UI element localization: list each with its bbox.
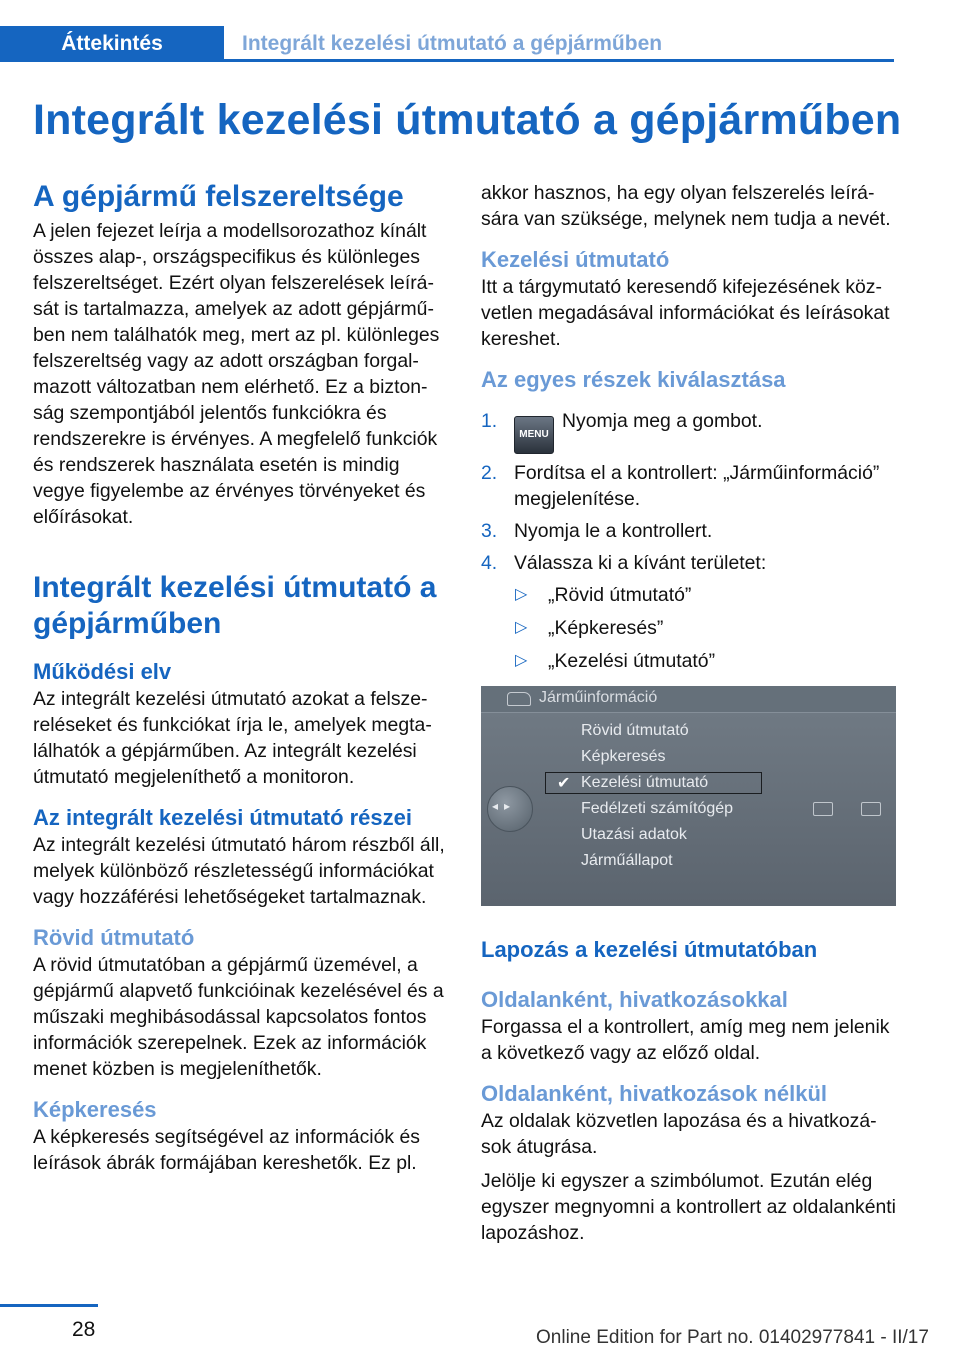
subitem-rovid <box>481 582 896 608</box>
para-kezelesi-utmutato: Itt a tárgymutató keresendő kifejezésének közvetlen megadásával információkat és leírásokat kereshet. <box>481 276 890 350</box>
para-nelkul-1: Az oldalak közvetlen lapozása és a hivatkozások átugrása. <box>481 1110 877 1158</box>
header-rule <box>224 59 894 62</box>
step-text: Fordítsa el a kontrollert: „Járműinformáció” megjelenítése. <box>514 462 880 510</box>
heading-felszereltseg: A gépjármű felszereltsége <box>33 180 404 213</box>
para-reszei: Az integrált kezelési útmutató három részből áll, melyek különböző részletességű információkat vagy hozzáférési lehetőségeket tartalmaznak. <box>33 834 445 908</box>
step-1 <box>481 408 896 454</box>
breadcrumb[interactable]: Integrált kezelési útmutató a gépjárműben <box>242 32 663 55</box>
para-rovid-utmutato: A rövid útmutatóban a gépjármű üzemével, a gépjármű alapvető funkcióinak kezelésével és a műszaki meghibásodással kapcsolatos fontos információk szerepelnek. Ezek az információk menet közben is megjeleníthetők. <box>33 954 444 1080</box>
screen-menu-item: Utazási adatok <box>581 826 687 843</box>
para-felszereltseg: A jelen fejezet leírja a modellsorozathoz kínált összes alap-, országspecifikus és különleges felszereltséget. Ezért olyan felszerelések leírását is tartalmazza, amelyek az adott gépjárműben nem találhatók meg, mert az pl. különleges felszereltség vagy az adott országban forgalmazott változatban nem elérhető. Ez a biztonság szempontjából jelentős funkciókra és rendszerekre is érvényes. A megfelelő funkciók és rendszerek használata esetén is mindig vegye figyelembe az érvényes törvényeket és előírásokat. <box>33 220 440 528</box>
heading-kezelesi-utmutato: Kezelési útmutató <box>481 247 670 272</box>
triangle-bullet-icon: ▷ <box>515 586 528 603</box>
screen-menu-item: Járműállapot <box>581 852 673 869</box>
subitem-kezelesi <box>481 648 896 674</box>
left-column <box>33 180 447 1176</box>
para-mukodesi-elv: Az integrált kezelési útmutató azokat a felszereléseket és funkciókat írja le, amelyek megtalálhatók a gépjárműben. Az integrált kezelési útmutató megjeleníthető a monitoron. <box>33 688 432 788</box>
subitem-text: „Rövid útmutató” <box>548 584 692 606</box>
step-number: 4. <box>481 552 498 574</box>
car-icon <box>507 692 531 706</box>
computer-icon <box>813 802 833 816</box>
subitem-text: „Kezelési útmutató” <box>548 650 716 672</box>
para-oldalankent-hivatkozasokkal: Forgassa el a kontrollert, amíg meg nem jelenik a következő vagy az előző oldal. <box>481 1016 890 1064</box>
heading-oldalankent-hivatkozasok-nelkul: Oldalanként, hivatkozások nélkül <box>481 1081 827 1106</box>
heading-kivalasztas: Az egyes részek kiválasztása <box>481 367 786 392</box>
footer-rule <box>0 1304 98 1307</box>
page-number: 28 <box>72 1318 96 1341</box>
triangle-bullet-icon: ▷ <box>515 619 528 636</box>
para-nelkul-2: Jelölje ki egyszer a szimbólumot. Ezután elég egyszer megnyomni a kontrollert az oldalankénti lapozáshoz. <box>481 1170 896 1244</box>
screen-menu-item: Rövid útmutató <box>581 722 689 739</box>
header-bar <box>0 26 960 62</box>
step-3 <box>481 518 896 544</box>
screen-icon <box>861 802 881 816</box>
step-number: 3. <box>481 520 498 542</box>
checkmark-icon: ✔ <box>557 775 571 792</box>
heading-integralt: Integrált kezelési útmutató a gépjárműben <box>33 571 437 640</box>
section-tab[interactable]: Áttekintés <box>0 26 224 62</box>
screen-title: Járműinformáció <box>539 689 658 706</box>
heading-mukodesi-elv: Működési elv <box>33 659 172 684</box>
para-continued: akkor hasznos, ha egy olyan felszerelés leírására van szüksége, melynek nem tudja a nevét. <box>481 182 891 230</box>
para-kepkereses: A képkeresés segítségével az információk és leírások ábrák formájában kereshetők. Ez pl. <box>33 1126 420 1174</box>
screen-menu-item-selected: Kezelési útmutató <box>581 774 709 791</box>
screen-header <box>481 686 896 713</box>
step-number: 1. <box>481 410 498 432</box>
step-text: Nyomja meg a gombot. <box>562 410 763 432</box>
screen-menu-item: Fedélzeti számítógép <box>581 800 734 817</box>
left-right-arrows-icon: ◂▸ <box>492 799 517 813</box>
step-text: Válassza ki a kívánt területet: <box>514 552 767 574</box>
heading-lapozas: Lapozás a kezelési útmutatóban <box>481 937 818 962</box>
heading-rovid-utmutato: Rövid útmutató <box>33 925 195 950</box>
heading-kepkereses: Képkeresés <box>33 1097 157 1122</box>
subitem-text: „Képkeresés” <box>548 617 664 639</box>
step-number: 2. <box>481 462 498 484</box>
right-column <box>481 180 896 1246</box>
menu-button-icon: MENU <box>514 416 554 454</box>
step-text: Nyomja le a kontrollert. <box>514 520 713 542</box>
heading-oldalankent-hivatkozasokkal: Oldalanként, hivatkozásokkal <box>481 987 788 1012</box>
step-4 <box>481 550 896 576</box>
screen-menu-item: Képkeresés <box>581 748 666 765</box>
steps-list <box>481 408 896 674</box>
triangle-bullet-icon: ▷ <box>515 652 528 669</box>
page-title: Integrált kezelési útmutató a gépjárműben <box>33 96 902 144</box>
subitem-kepkereses <box>481 615 896 641</box>
heading-reszei: Az integrált kezelési útmutató részei <box>33 805 412 830</box>
idrive-screen-image <box>481 686 896 906</box>
step-2 <box>481 460 896 512</box>
edition-note: Online Edition for Part no. 01402977841 - II/17 <box>536 1327 929 1348</box>
